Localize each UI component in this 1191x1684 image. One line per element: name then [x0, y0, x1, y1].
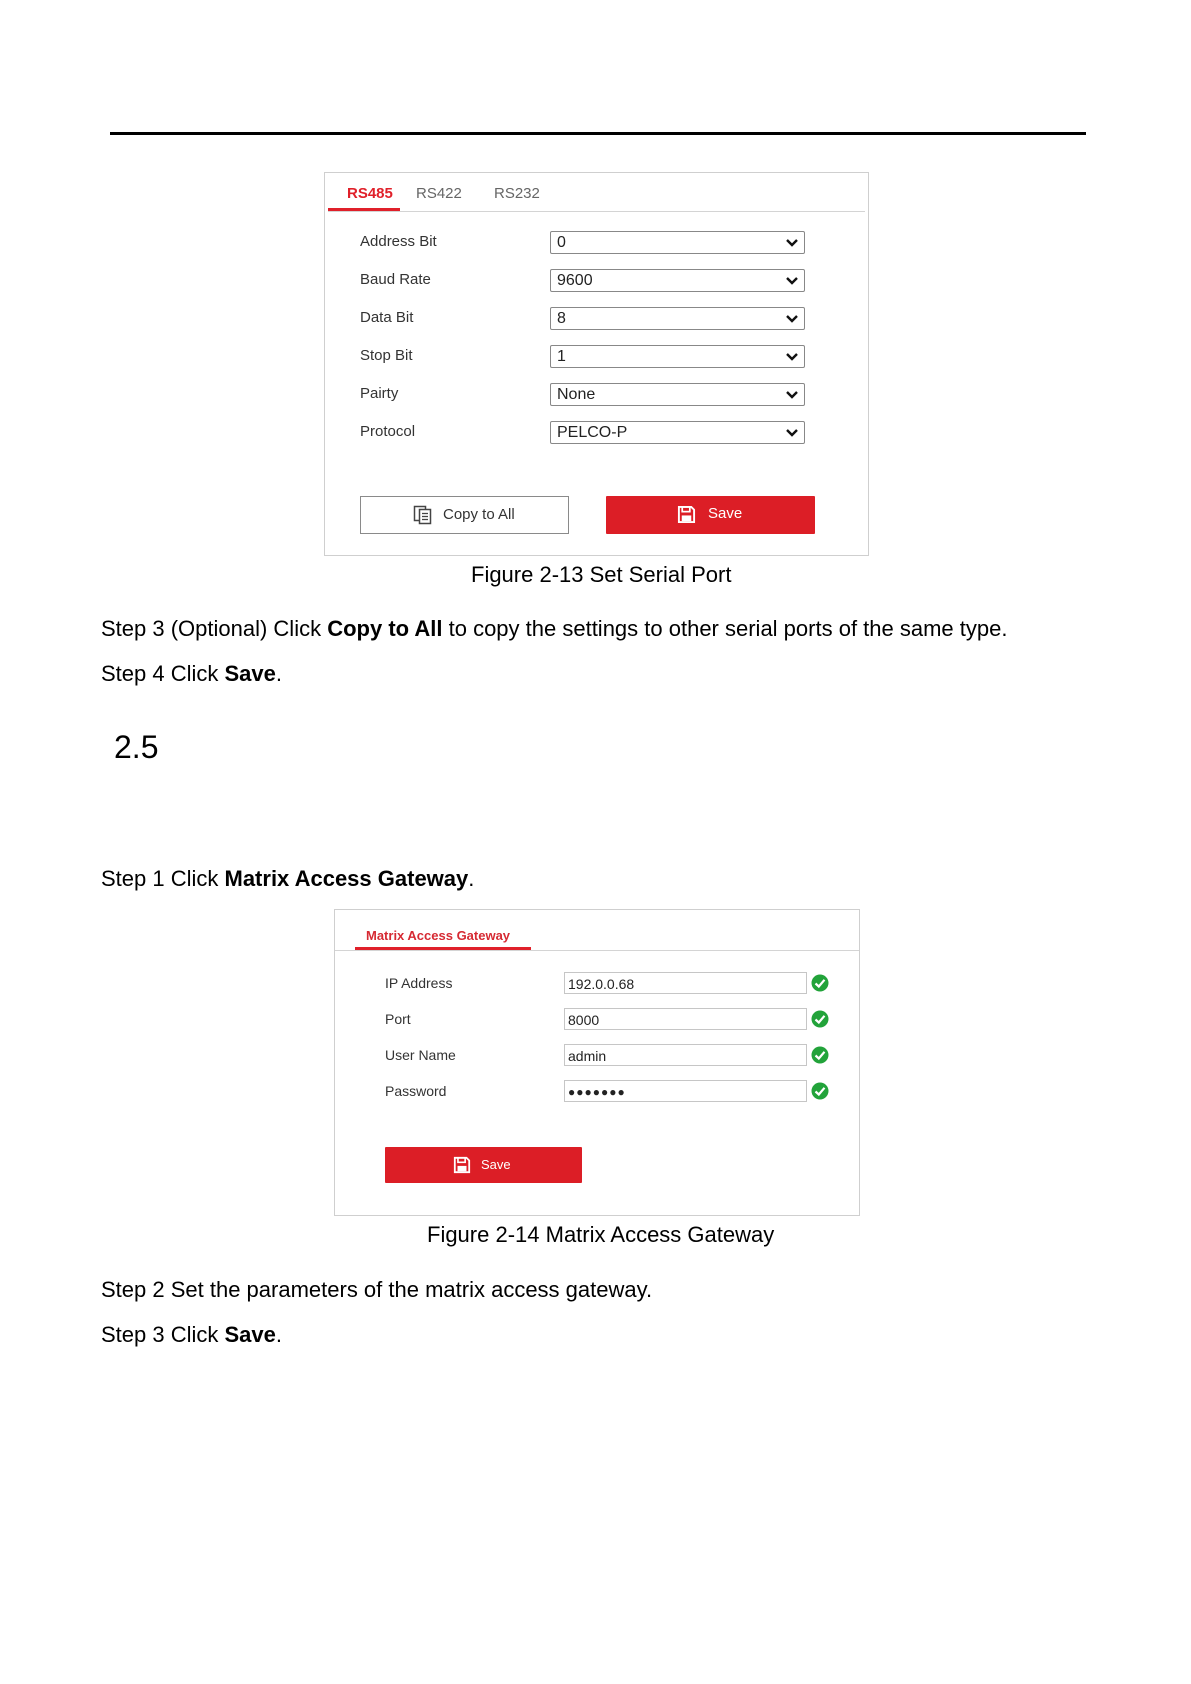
- port-label: Port: [385, 1011, 411, 1027]
- check-circle-icon: [811, 1010, 829, 1028]
- address-bit-value: 0: [557, 234, 566, 251]
- port-input[interactable]: [564, 1008, 807, 1030]
- step4-text: Step 4 Click: [101, 661, 225, 686]
- port-value: 8000: [568, 1012, 600, 1028]
- parity-select[interactable]: [550, 383, 805, 406]
- tab-rs422[interactable]: RS422: [416, 185, 462, 202]
- baud-rate-value: 9600: [557, 272, 593, 289]
- stop-bit-label: Stop Bit: [360, 347, 413, 364]
- check-circle-icon: [811, 974, 829, 992]
- figure-caption: Figure 2-14 Matrix Access Gateway: [427, 1222, 775, 1247]
- parity-value: None: [557, 386, 596, 403]
- copy-icon: [413, 505, 433, 525]
- step1-bold: Matrix Access Gateway: [224, 866, 469, 891]
- chevron-down-icon: [786, 276, 798, 286]
- step3b-text-end: .: [275, 1322, 283, 1347]
- serial-tabs: [328, 173, 865, 212]
- step4-text-end: .: [275, 661, 283, 686]
- step3-optional-paragraph: [101, 616, 1007, 642]
- stop-bit-value: 1: [557, 348, 566, 365]
- user-name-value: admin: [568, 1048, 607, 1064]
- data-bit-label: Data Bit: [360, 309, 414, 326]
- save-icon: [453, 1156, 471, 1174]
- figure-caption: Figure 2-13 Set Serial Port: [471, 562, 732, 587]
- password-label: Password: [385, 1083, 447, 1099]
- user-name-input[interactable]: [564, 1044, 807, 1066]
- chevron-down-icon: [786, 352, 798, 362]
- step3-bold: Copy to All: [327, 616, 443, 641]
- save-icon: [677, 505, 696, 524]
- ip-address-value: 192.0.0.68: [568, 976, 635, 992]
- chevron-down-icon: [786, 428, 798, 438]
- ip-address-input[interactable]: [564, 972, 807, 994]
- tab-rs232[interactable]: RS232: [494, 185, 540, 202]
- protocol-select[interactable]: [550, 421, 805, 444]
- stop-bit-select[interactable]: [550, 345, 805, 368]
- copy-to-all-button[interactable]: [360, 496, 569, 534]
- active-tab-indicator: [328, 208, 400, 211]
- ip-address-label: IP Address: [385, 975, 453, 991]
- step4-paragraph: [101, 661, 282, 687]
- check-circle-icon: [811, 1046, 829, 1064]
- matrix-access-gateway-panel: [334, 909, 860, 1216]
- section-number: 2.5: [114, 729, 159, 765]
- step3b-text: Step 3 Click: [101, 1322, 225, 1347]
- step3-text-end: to copy the settings to other serial ports of the same type.: [442, 616, 1008, 641]
- step3-text: Step 3 (Optional) Click: [101, 616, 328, 641]
- chevron-down-icon: [786, 238, 798, 248]
- active-tab-indicator: [355, 947, 531, 950]
- matrix-save-label: Save: [481, 1157, 511, 1172]
- step1-text: Step 1 Click: [101, 866, 225, 891]
- save-button[interactable]: [606, 496, 815, 534]
- step2-paragraph: Step 2 Set the parameters of the matrix access gateway.: [101, 1277, 653, 1302]
- copy-to-all-label: Copy to All: [443, 506, 515, 523]
- address-bit-select[interactable]: [550, 231, 805, 254]
- baud-rate-select[interactable]: [550, 269, 805, 292]
- baud-rate-label: Baud Rate: [360, 271, 431, 288]
- matrix-save-button[interactable]: [385, 1147, 582, 1183]
- step4-bold: Save: [224, 661, 276, 686]
- tab-rs485[interactable]: RS485: [347, 185, 393, 202]
- chevron-down-icon: [786, 390, 798, 400]
- password-input[interactable]: [564, 1080, 807, 1102]
- header-rule: [110, 132, 1086, 135]
- protocol-label: Protocol: [360, 423, 416, 440]
- tab-matrix-access-gateway[interactable]: Matrix Access Gateway: [366, 928, 511, 943]
- chevron-down-icon: [786, 314, 798, 324]
- data-bit-select[interactable]: [550, 307, 805, 330]
- password-value: ●●●●●●●: [568, 1085, 626, 1099]
- save-label: Save: [708, 505, 743, 522]
- address-bit-label: Address Bit: [360, 233, 437, 250]
- user-name-label: User Name: [385, 1047, 456, 1063]
- step3-save-paragraph: [101, 1322, 282, 1348]
- step1-paragraph: [101, 866, 474, 892]
- serial-port-panel: [324, 172, 869, 556]
- data-bit-value: 8: [557, 310, 566, 327]
- check-circle-icon: [811, 1082, 829, 1100]
- matrix-tab-bar: [335, 910, 859, 951]
- step1-text-end: .: [468, 866, 475, 891]
- step3b-bold: Save: [224, 1322, 276, 1347]
- parity-label: Pairty: [360, 385, 399, 402]
- protocol-value: PELCO-P: [557, 424, 628, 441]
